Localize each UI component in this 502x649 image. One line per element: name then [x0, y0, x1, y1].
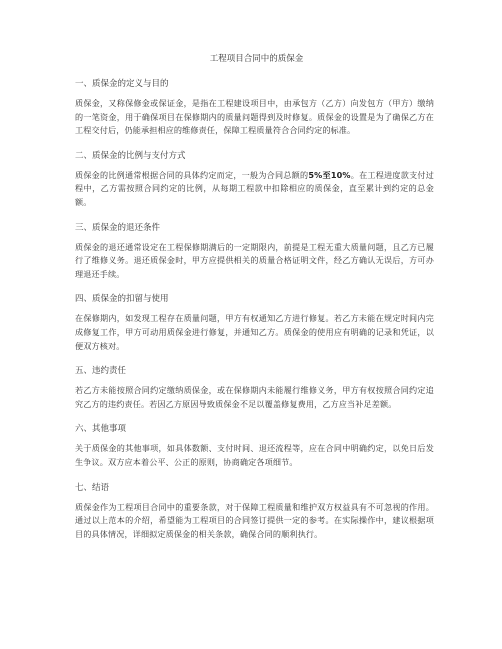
highlight-percentage: 5%至10%: [308, 169, 351, 180]
body-text: 质保金的比例通常根据合同的具体约定而定，一般为合同总额的: [75, 169, 309, 180]
section-ratio-payment: [75, 150, 434, 210]
section-heading: 二、质保金的比例与支付方式: [75, 150, 186, 161]
section-conclusion: [75, 482, 434, 542]
section-body: 若乙方未能按照合同约定缴纳质保金，或在保修期内未能履行维修义务，甲方有权按照合同约定追究乙方的违约责任。若因乙方原因导致质保金不足以覆盖修复费用，乙方应当补足差额。: [75, 385, 434, 409]
section-heading: 四、质保金的扣留与使用: [75, 294, 169, 305]
section-liability: [75, 365, 434, 411]
section-definition: [75, 78, 434, 138]
section-body: 在保修期内，如发现工程存在质量问题，甲方有权通知乙方进行修复。若乙方未能在规定时间内完成修复工作，甲方可动用质保金进行修复，并通知乙方。质保金的使用应有明确的记录和凭证，以便双方核对。: [75, 313, 434, 351]
document-title: 工程项目合同中的质保金: [209, 54, 304, 64]
section-body: 质保金，又称保修金或保证金，是指在工程建设项目中，由承包方（乙方）向发包方（甲方）缴纳的一笔资金，用于确保项目在保修期内的质量问题得到及时修复。质保金的设置是为了确保乙方在工程交付后，仍能承担相应的维修责任，保障工程质量符合合同约定的标准。: [75, 98, 434, 136]
section-heading: 一、质保金的定义与目的: [75, 79, 169, 89]
body-text: 。在工程进度款支付过程中，乙方需按照合同约定的比例，从每期工程款中扣除相应的质保金，直至累计到约定的总金额。: [75, 169, 434, 207]
section-refund-conditions: [75, 222, 434, 282]
section-other-matters: [75, 423, 434, 469]
section-heading: 五、违约责任: [75, 366, 127, 377]
section-heading: 七、结语: [75, 482, 110, 493]
section-heading: 三、质保金的退还条件: [75, 222, 161, 233]
section-withholding-use: [75, 293, 434, 353]
section-heading: 六、其他事项: [75, 424, 127, 435]
section-body: 质保金作为工程项目合同中的重要条款，对于保障工程质量和维护双方权益具有不可忽视的作用。通过以上范本的介绍，希望能为工程项目的合同签订提供一定的参考。在实际操作中，建议根据项目的具体情况，详细拟定质保金的相关条款，确保合同的顺利执行。: [75, 501, 434, 539]
section-body: 关于质保金的其他事项，如具体数额、支付时间、退还流程等，应在合同中明确约定，以免日后发生争议。双方应本着公平、公正的原则，协商确定各项细节。: [75, 443, 434, 467]
section-body: 质保金的退还通常设定在工程保修期满后的一定期限内，前提是工程无重大质量问题，且乙方已履行了维修义务。退还质保金时，甲方应提供相关的质量合格证明文件，经乙方确认无误后，方可办理退还手续。: [75, 241, 434, 279]
section-body: [75, 169, 434, 210]
